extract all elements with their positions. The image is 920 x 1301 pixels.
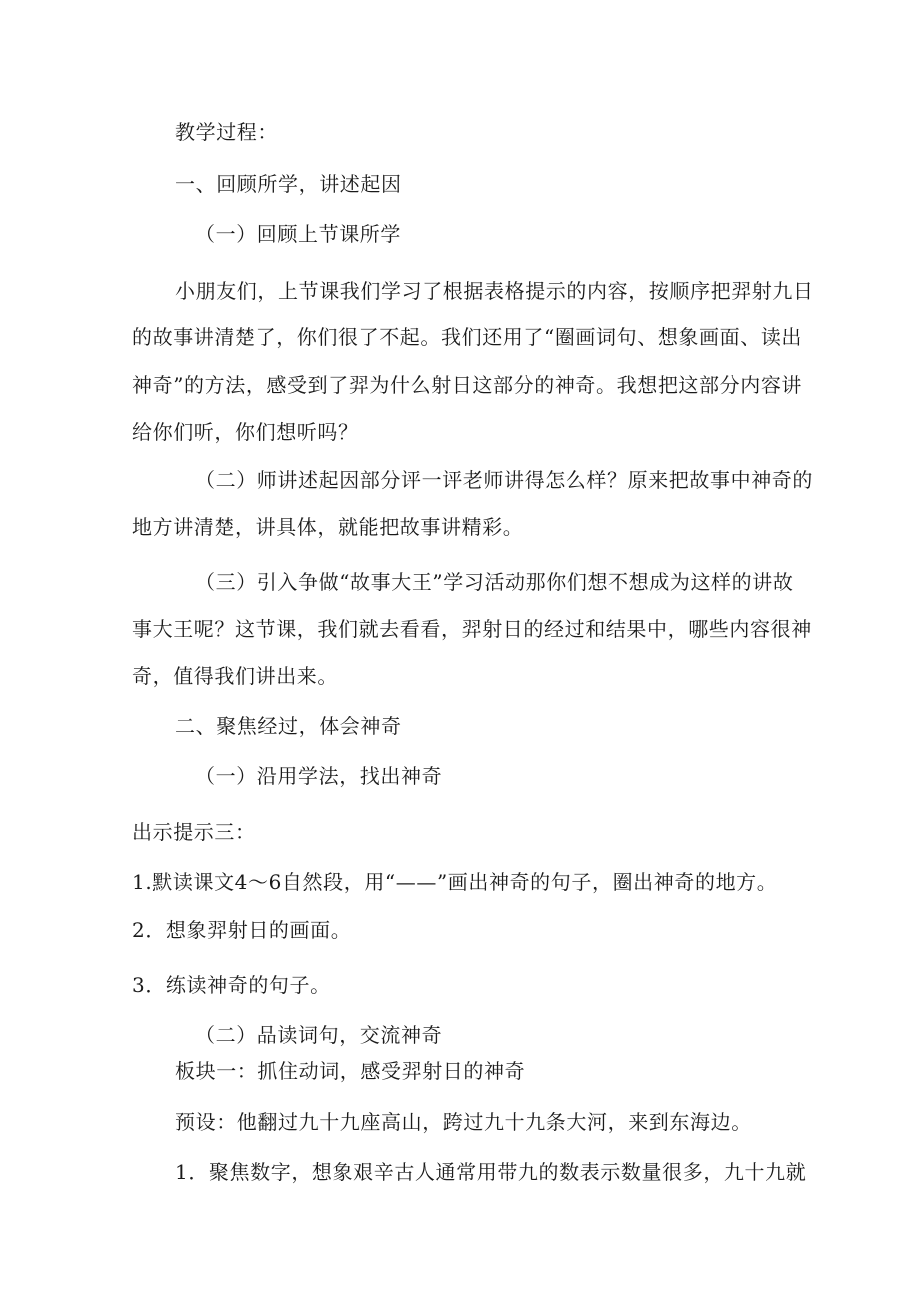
subsection-heading-2-2: （二）品读词句，交流神奇 <box>195 1023 443 1047</box>
paragraph-line: 奇，值得我们讲出来。 <box>132 664 338 688</box>
paragraph-line: 事大王呢？这节课，我们就去看看，羿射日的经过和结果中，哪些内容很神 <box>132 617 812 641</box>
section-heading-1: 一、回顾所学，讲述起因 <box>175 172 402 196</box>
list-item: 3．练读神奇的句子。 <box>132 973 331 997</box>
prompt-heading: 出示提示三： <box>132 820 256 844</box>
paragraph-line: （二）师讲述起因部分评一评老师讲得怎么样？原来把故事中神奇的 <box>195 468 813 492</box>
block-heading: 板块一：抓住动词，感受羿射日的神奇 <box>175 1059 526 1083</box>
subsection-heading-2-1: （一）沿用学法，找出神奇 <box>195 764 443 788</box>
paragraph-line: 1．聚焦数字，想象艰辛古人通常用带九的数表示数量很多，九十九就 <box>175 1160 807 1184</box>
heading-teaching-process: 教学过程： <box>175 120 278 144</box>
section-heading-2: 二、聚焦经过，体会神奇 <box>175 714 402 738</box>
list-item: 2．想象羿射日的画面。 <box>132 918 352 942</box>
paragraph-line: 神奇”的方法，感受到了羿为什么射日这部分的神奇。我想把这部分内容讲 <box>132 373 803 397</box>
list-item: 1.默读课文4～6自然段，用“——”画出神奇的句子，圈出神奇的地方。 <box>132 870 778 894</box>
paragraph-line: 预设：他翻过九十九座高山，跨过九十九条大河，来到东海边。 <box>175 1110 752 1134</box>
paragraph-line: 小朋友们，上节课我们学习了根据表格提示的内容，按顺序把羿射九日 <box>175 279 814 303</box>
paragraph-line: 地方讲清楚，讲具体，就能把故事讲精彩。 <box>132 515 524 539</box>
paragraph-line: （三）引入争做“故事大王”学习活动那你们想不想成为这样的讲故 <box>195 570 794 594</box>
subsection-heading-1-1: （一）回顾上节课所学 <box>195 222 401 246</box>
paragraph-line: 给你们听，你们想听吗？ <box>132 420 359 444</box>
paragraph-line: 的故事讲清楚了，你们很了不起。我们还用了“圈画词句、想象画面、读出 <box>132 325 803 349</box>
